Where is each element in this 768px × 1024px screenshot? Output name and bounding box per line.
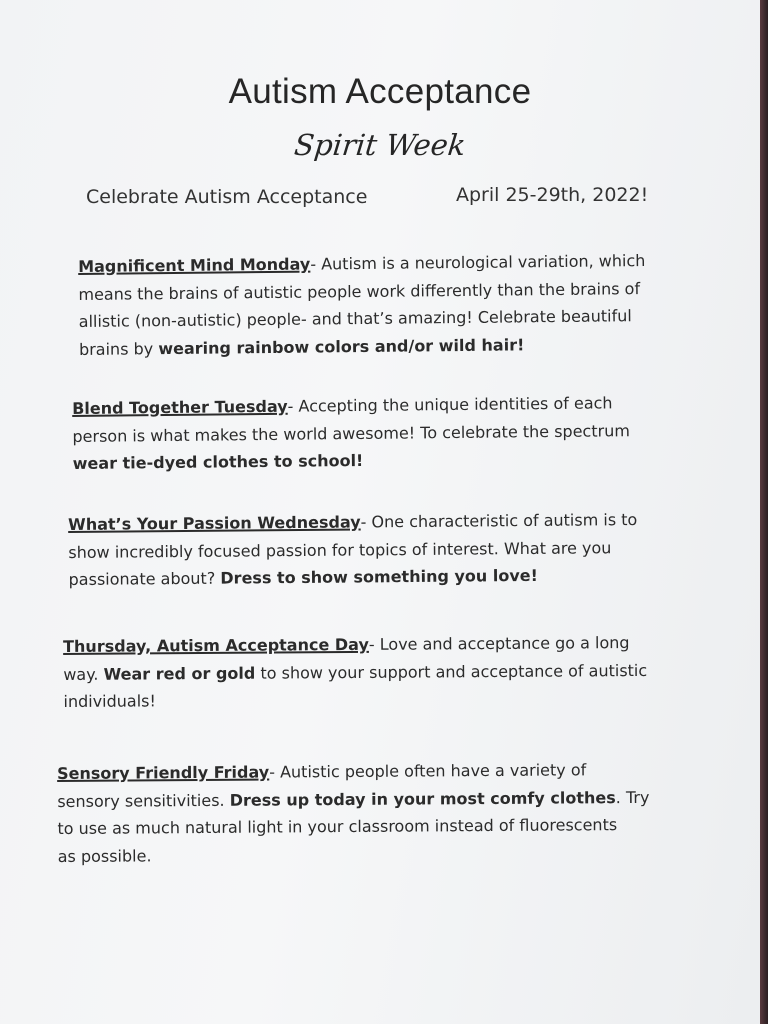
thursday-paragraph: Thursday, Autism Acceptance Day- Love and acceptance go a long way. Wear red or gold to show your support and acceptance of autistic individuals! [63, 633, 648, 711]
day-heading-tuesday: Blend Together Tuesday [72, 396, 288, 418]
page-title: Autism Acceptance [228, 72, 532, 111]
monday-dress-code: wearing rainbow colors and/or wild hair! [158, 334, 525, 358]
thursday-dress-code: Wear red or gold [103, 663, 256, 684]
day-heading-friday: Sensory Friendly Friday [57, 762, 270, 783]
monday-paragraph: Magnificent Mind Monday- Autism is a neurological variation, which means the brains of autistic people work differently than the brains of allistic (non-autistic) people- and that’s amazing! Celebrate beautiful brains by wearing rainbow colors and/or wild hair! [78, 251, 646, 359]
friday-paragraph: Sensory Friendly Friday- Autistic people often have a variety of sensory sensitivities. Dress up today in your most comfy clothes. Try to use as much natural light in your classroom instead of fluorescents as possible. [57, 760, 650, 866]
day-heading-thursday: Thursday, Autism Acceptance Day [63, 634, 369, 656]
day-heading-wednesday: What’s Your Passion Wednesday [68, 512, 361, 534]
tagline: Celebrate Autism Acceptance [86, 186, 368, 208]
wednesday-paragraph: What’s Your Passion Wednesday- One characteristic of autism is to show incredibly focused passion for topics of interest. What are you passionate about? Dress to show something you love! [68, 510, 638, 589]
event-dates: April 25-29th, 2022! [456, 184, 649, 206]
wednesday-dress-code: Dress to show something you love! [220, 565, 538, 588]
table-edge [760, 0, 768, 1024]
tuesday-dress-code: wear tie-dyed clothes to school! [72, 450, 364, 473]
friday-dress-code: Dress up today in your most comfy clothes [229, 787, 616, 810]
day-heading-monday: Magnificent Mind Monday [78, 254, 311, 276]
tuesday-paragraph: Blend Together Tuesday- Accepting the unique identities of each person is what makes the world awesome! To celebrate the spectrum wear tie-dyed clothes to school! [72, 393, 630, 473]
page-subtitle: Spirit Week [292, 128, 468, 162]
